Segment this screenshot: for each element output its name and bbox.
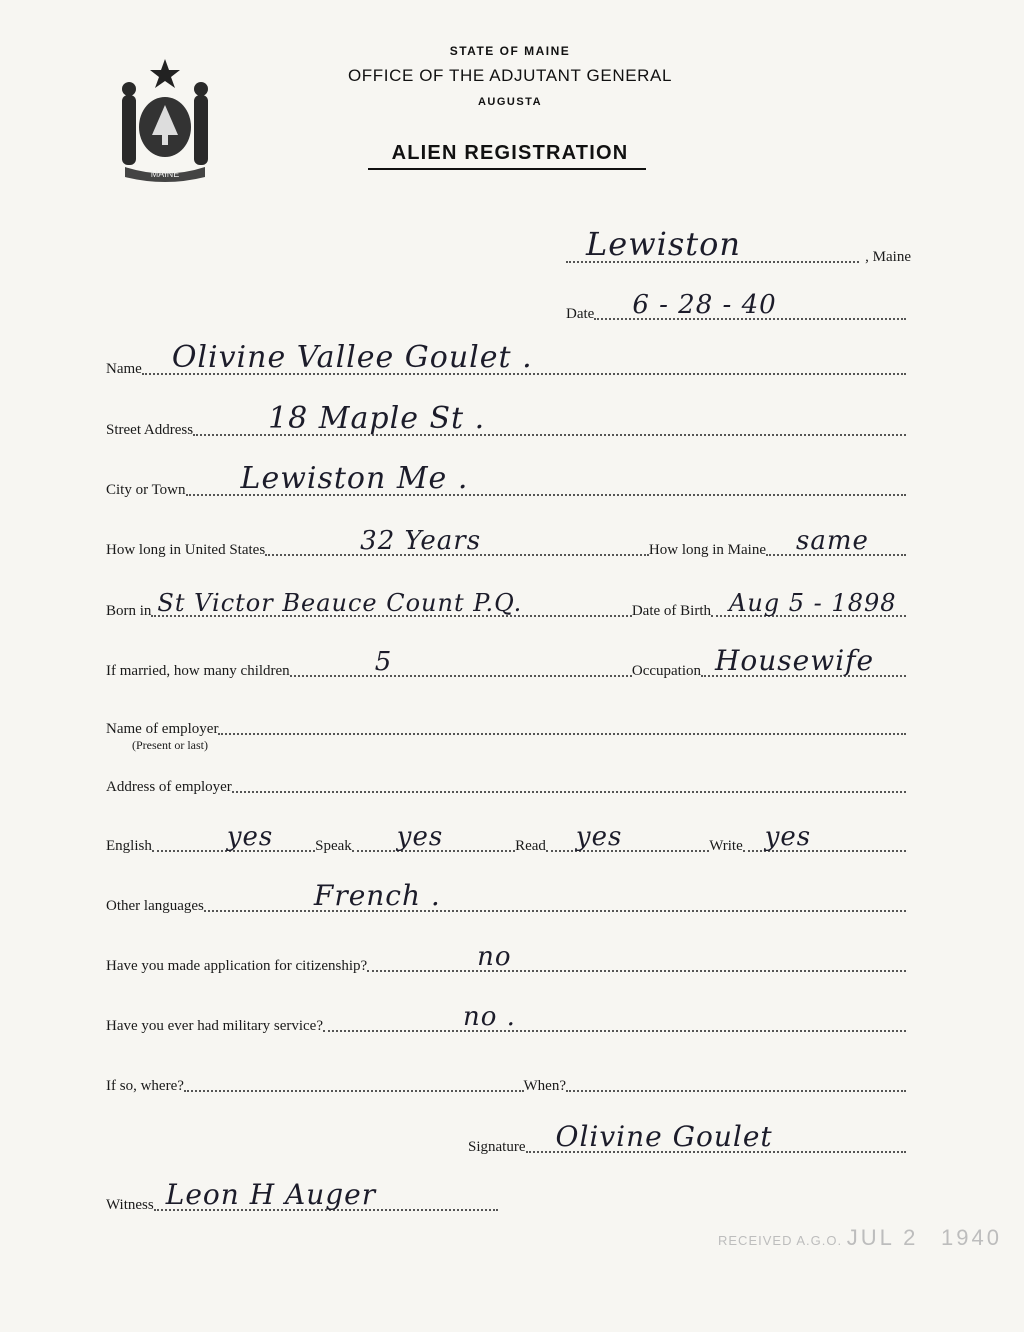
form-title: ALIEN REGISTRATION [391,142,629,164]
where-field[interactable] [184,1090,524,1092]
received-stamp-date: JUL 2 [846,1225,919,1250]
witness-row [106,1176,498,1216]
us-duration-value: 32 Years [360,526,482,556]
where-row [106,1057,906,1097]
place-suffix: , Maine [865,249,911,265]
duration-row [106,521,906,561]
signature-label: Signature [468,1139,526,1155]
birth-row [106,582,906,622]
svg-text:MAINE: MAINE [150,169,180,179]
street-label: Street Address [106,422,194,438]
name-field[interactable] [142,340,906,375]
employer-address-row [106,758,906,798]
name-row [106,340,906,380]
speak-label: Speak [315,838,352,854]
maine-duration-label: How long in Maine [648,542,766,558]
occupation-value: Housewife [715,644,875,677]
write-value: yes [764,822,812,852]
languages-label: Other languages [106,898,204,914]
citizenship-value: no [477,942,512,972]
place-value: Lewiston [586,225,741,263]
military-value: no . [463,1002,516,1032]
date-row [566,285,906,325]
english-row [106,817,906,857]
dob-label: Date of Birth [631,603,711,619]
signature-value: Olivine Goulet [555,1120,773,1153]
dob-field[interactable] [711,589,906,617]
occupation-field[interactable] [701,644,906,677]
employer-address-label: Address of employer [106,779,232,795]
english-field[interactable] [152,822,315,852]
city-field[interactable] [186,461,906,496]
us-duration-field[interactable] [265,526,649,556]
when-field[interactable] [566,1090,906,1092]
languages-value: French . [313,879,441,912]
received-stamp-year: 1940 [941,1225,1002,1250]
military-row [106,997,906,1037]
place-field[interactable] [566,225,859,263]
military-label: Have you ever had military service? [106,1018,323,1034]
born-in-value: St Victor Beauce Count P.Q. [157,589,523,617]
read-label: Read [515,838,546,854]
date-label: Date [566,306,595,322]
where-label: If so, where? [106,1078,184,1094]
name-value: Olivine Vallee Goulet . [171,340,533,375]
born-in-field[interactable] [151,589,631,617]
write-label: Write [709,838,743,854]
street-field[interactable] [193,401,906,436]
speak-field[interactable] [352,822,515,852]
employer-address-field[interactable] [232,791,906,793]
date-value: 6 - 28 - 40 [632,290,777,320]
header-state: STATE OF MAINE [449,44,571,58]
maine-duration-field[interactable] [766,526,906,556]
witness-value: Leon H Auger [165,1178,377,1211]
title-underline [368,168,646,170]
header-city: AUGUSTA [477,96,543,108]
languages-field[interactable] [204,879,906,912]
street-row [106,401,906,441]
citizenship-row [106,937,906,977]
street-value: 18 Maple St . [268,401,486,436]
when-label: When? [523,1078,566,1094]
languages-row [106,877,906,917]
children-row [106,642,906,682]
city-label: City or Town [106,482,186,498]
employer-field[interactable] [218,733,906,735]
witness-label: Witness [106,1197,154,1213]
citizenship-field[interactable] [367,942,906,972]
occupation-label: Occupation [631,663,701,679]
read-value: yes [575,822,623,852]
maine-seal-icon [110,55,220,185]
write-field[interactable] [743,822,906,852]
signature-field[interactable] [526,1120,907,1153]
us-duration-label: How long in United States [106,542,266,558]
read-field[interactable] [546,822,709,852]
employer-label: Name of employer [106,721,219,737]
received-stamp-text: RECEIVED A.G.O. [718,1233,843,1248]
place-row [566,225,911,268]
english-value: yes [226,822,274,852]
employer-row [106,700,906,740]
city-row [106,461,906,501]
military-field[interactable] [323,1002,906,1032]
signature-row [468,1118,906,1158]
received-stamp [718,1225,1002,1251]
city-value: Lewiston Me . [240,461,469,496]
name-label: Name [106,361,142,377]
children-label: If married, how many children [106,663,290,679]
dob-value: Aug 5 - 1898 [729,589,897,617]
employer-sublabel: (Present or last) [132,738,208,752]
children-field[interactable] [290,647,632,677]
maine-duration-value: same [796,526,869,556]
header-office: OFFICE OF THE ADJUTANT GENERAL [347,66,673,85]
english-label: English [106,838,152,854]
date-field[interactable] [594,290,906,320]
born-in-label: Born in [106,603,152,619]
speak-value: yes [396,822,444,852]
citizenship-label: Have you made application for citizenship? [106,958,368,974]
children-value: 5 [374,647,393,677]
witness-field[interactable] [154,1178,498,1211]
